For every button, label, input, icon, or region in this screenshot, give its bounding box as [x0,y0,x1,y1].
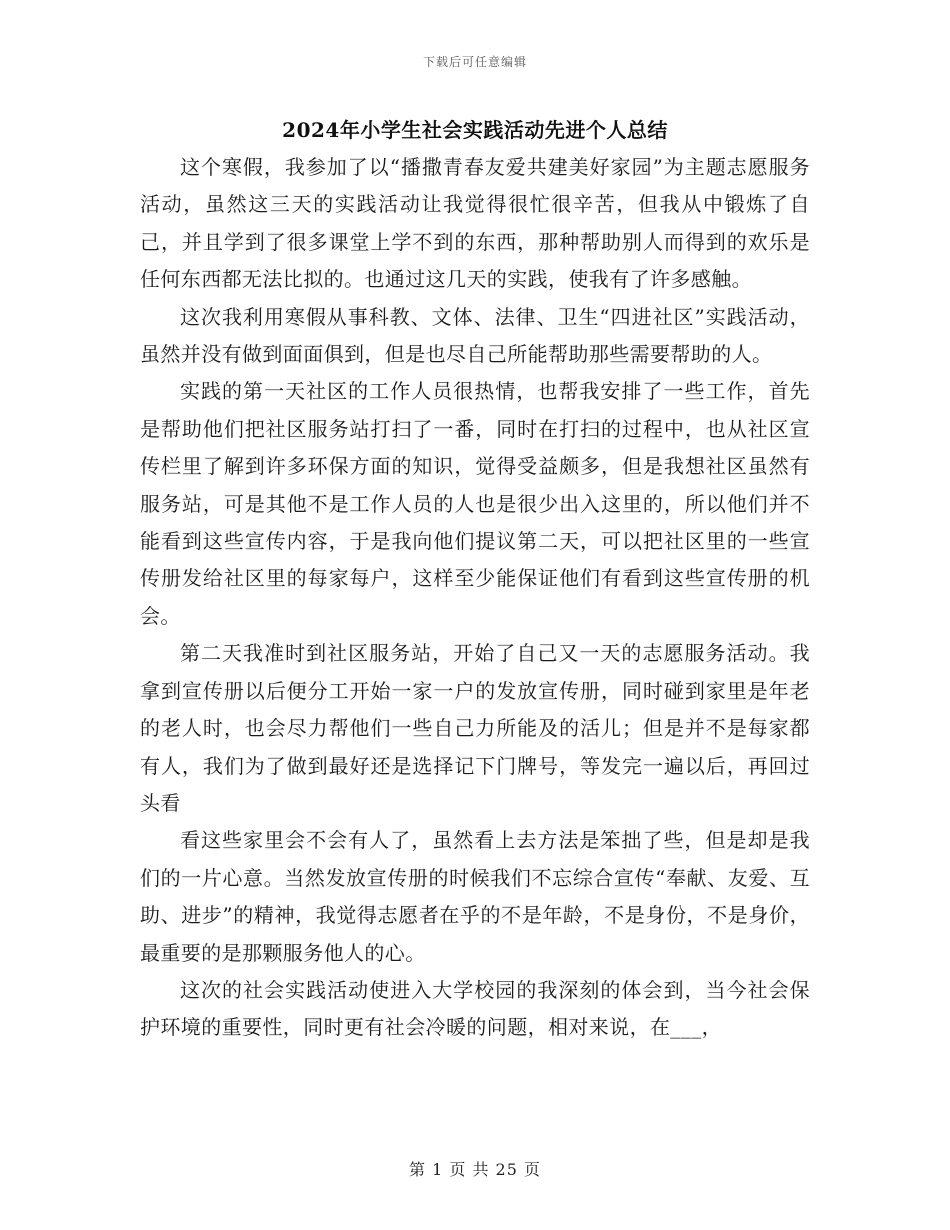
document-body [140,149,810,1047]
paragraph-6: 这次的社会实践活动使进入大学校园的我深刻的体会到，当今社会保护环境的重要性，同时更有社会冷暖的问题，相对来说，在___， [140,977,810,1040]
page-number-footer: 第 1 页 共 25 页 [409,1160,541,1179]
paragraph-3: 实践的第一天社区的工作人员很热情，也帮我安排了一些工作，首先是帮助他们把社区服务站打扫了一番，同时在打扫的过程中，也从社区宣传栏里了解到许多环保方面的知识，觉得受益颇多，但是我想社区虽然有服务站，可是其他不是工作人员的人也是很少出入这里的，所以他们并不能看到这些宣传内容，于是我向他们提议第二天，可以把社区里的一些宣传册发给社区里的每家每户，这样至少能保证他们有看到这些宣传册的机会。 [140,379,810,628]
paragraph-1: 这个寒假，我参加了以“播撒青春友爱共建美好家园”为主题志愿服务活动，虽然这三天的实践活动让我觉得很忙很辛苦，但我从中锻炼了自己，并且学到了很多课堂上学不到的东西，那种帮助别人而得到的欢乐是任何东西都无法比拟的。也通过这几天的实践，使我有了许多感触。 [140,155,810,292]
paragraph-4: 第二天我准时到社区服务站，开始了自己又一天的志愿服务活动。我拿到宣传册以后便分工开始一家一户的发放宣传册，同时碰到家里是年老的老人时，也会尽力帮他们一些自己力所能及的活儿；但是并不是每家都有人，我们为了做到最好还是选择记下门牌号，等发完一遍以后，再回过头看 [140,641,810,815]
paragraph-5: 看这些家里会不会有人了，虽然看上去方法是笨拙了些，但是却是我们的一片心意。当然发放宣传册的时候我们不忘综合宣传“奉献、友爱、互助、进步”的精神，我觉得志愿者在乎的不是年龄，不是身份，不是身价，最重要的是那颗服务他人的心。 [140,828,810,965]
document-title: 2024年小学生社会实践活动先进个人总结 [282,118,668,142]
paragraph-2: 这次我利用寒假从事科教、文体、法律、卫生“四进社区”实践活动，虽然并没有做到面面俱到，但是也尽自己所能帮助那些需要帮助的人。 [140,304,810,367]
download-edit-note: 下载后可任意编辑 [422,55,527,69]
